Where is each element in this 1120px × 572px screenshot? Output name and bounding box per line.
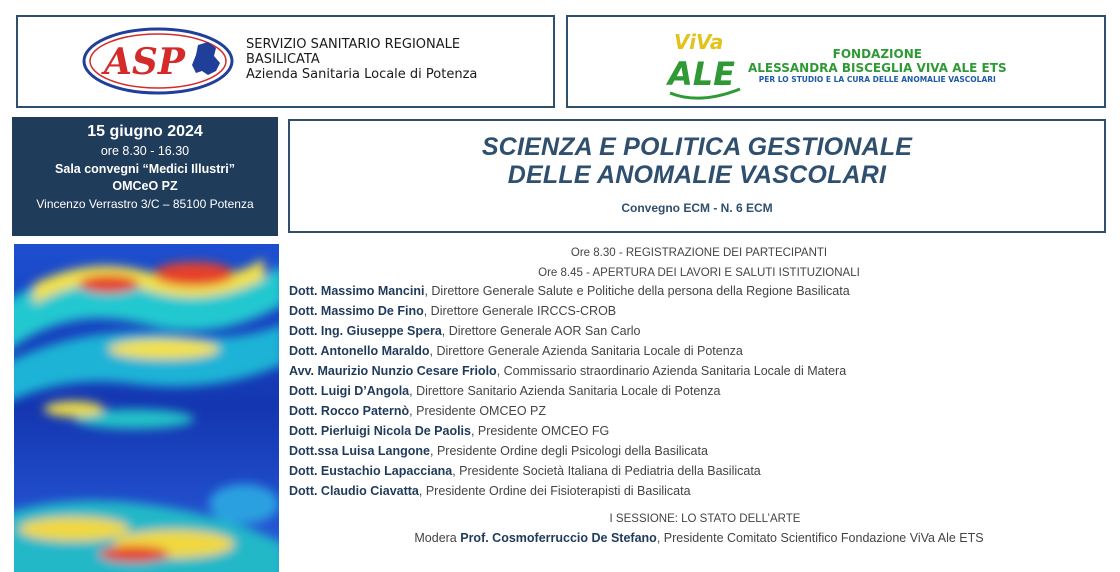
speaker-name: Dott. Claudio Ciavatta	[289, 484, 419, 498]
moderator-role: , Presidente Comitato Scientifico Fondazione ViVa Ale ETS	[656, 531, 984, 545]
speaker-role: , Direttore Generale AOR San Carlo	[441, 324, 641, 338]
speaker-name: Avv. Maurizio Nunzio Cesare Friolo	[289, 364, 497, 378]
speaker-name: Dott. Eustachio Lapacciana	[289, 464, 453, 478]
speaker-item	[289, 461, 1109, 481]
event-date: 15 giugno 2024	[87, 123, 203, 140]
event-time: ore 8.30 - 16.30	[100, 144, 190, 158]
speaker-item	[289, 441, 1109, 461]
speaker-item	[289, 361, 1109, 381]
foundation-line-1: FONDAZIONE	[832, 47, 922, 61]
asp-line-3: Azienda Sanitaria Locale di Potenza	[246, 67, 478, 82]
asp-logo-text: ASP	[104, 41, 185, 83]
speaker-role: , Direttore Sanitario Azienda Sanitaria Locale di Potenza	[409, 384, 721, 398]
event-organizer: OMCeO PZ	[112, 179, 178, 193]
speaker-role: , Presidente Ordine dei Fisioterapisti di Basilicata	[418, 484, 691, 498]
foundation-header-box	[566, 15, 1106, 108]
speaker-item	[289, 341, 1109, 361]
title-subtitle: Convegno ECM - N. 6 ECM	[621, 201, 773, 215]
event-info-panel	[12, 117, 278, 236]
asp-header-box	[16, 15, 555, 108]
moderator-line	[289, 529, 1109, 547]
thermal-image	[14, 244, 279, 572]
speaker-item	[289, 381, 1109, 401]
speaker-name: Dott. Massimo De Fino	[289, 304, 424, 318]
foundation-text	[748, 47, 1007, 85]
speaker-role: , Presidente OMCEO PZ	[409, 404, 547, 418]
foundation-line-2: ALESSANDRA BISCEGLIA VIVA ALE ETS	[748, 61, 1007, 75]
asp-line-1: SERVIZIO SANITARIO REGIONALE	[246, 37, 461, 52]
speaker-role: , Direttore Generale IRCCS-CROB	[423, 304, 617, 318]
session-heading: I SESSIONE: LO STATO DELL’ARTE	[609, 513, 801, 525]
title-line-1: SCIENZA E POLITICA GESTIONALE	[481, 133, 913, 161]
speaker-role: , Direttore Generale Salute e Politiche della persona della Regione Basilicata	[424, 284, 850, 298]
speaker-item	[289, 421, 1109, 441]
speaker-role: , Presidente Società Italiana di Pediatria della Basilicata	[452, 464, 761, 478]
speaker-name: Dott. Massimo Mancini	[289, 284, 425, 298]
viva-logo-top: ViVa	[674, 30, 724, 54]
speaker-role: , Presidente Ordine degli Psicologi della Basilicata	[430, 444, 708, 458]
moderator-name: Prof. Cosmoferruccio De Stefano	[460, 531, 657, 545]
asp-line-2: BASILICATA	[246, 52, 320, 67]
speaker-name: Dott. Pierluigi Nicola De Paolis	[289, 424, 471, 438]
event-address: Vincenzo Verrastro 3/C – 85100 Potenza	[36, 197, 254, 211]
speaker-name: Dott. Ing. Giuseppe Spera	[289, 324, 442, 338]
viva-logo-bottom: ALE	[668, 55, 736, 93]
moderator-prefix: Modera	[414, 531, 461, 545]
registration-line: Ore 8.30 - REGISTRAZIONE DEI PARTECIPANTI	[570, 247, 828, 259]
program	[289, 243, 1109, 547]
asp-text	[246, 37, 477, 82]
viva-ale-logo	[664, 23, 746, 103]
speaker-name: Dott. Luigi D’Angola	[289, 384, 410, 398]
speaker-item	[289, 401, 1109, 421]
speaker-item	[289, 301, 1109, 321]
speaker-role: , Commissario straordinario Azienda Sanitaria Locale di Matera	[496, 364, 847, 378]
opening-line: Ore 8.45 - APERTURA DEI LAVORI E SALUTI ISTITUZIONALI	[538, 267, 860, 279]
speaker-item	[289, 481, 1109, 501]
speaker-item	[289, 281, 1109, 301]
speaker-item	[289, 321, 1109, 341]
speaker-name: Dott. Rocco Paternò	[289, 404, 410, 418]
title-box	[288, 119, 1106, 233]
speakers-list	[289, 281, 1109, 501]
speaker-name: Dott. Antonello Maraldo	[289, 344, 430, 358]
speaker-name: Dott.ssa Luisa Langone	[289, 444, 430, 458]
foundation-line-3: PER LO STUDIO E LA CURA DELLE ANOMALIE VASCOLARI	[758, 75, 996, 84]
title-line-2: DELLE ANOMALIE VASCOLARI	[507, 161, 887, 189]
event-venue: Sala convegni “Medici Illustri”	[55, 162, 235, 176]
asp-logo	[82, 27, 238, 95]
speaker-role: , Presidente OMCEO FG	[470, 424, 610, 438]
speaker-role: , Direttore Generale Azienda Sanitaria Locale di Potenza	[429, 344, 743, 358]
